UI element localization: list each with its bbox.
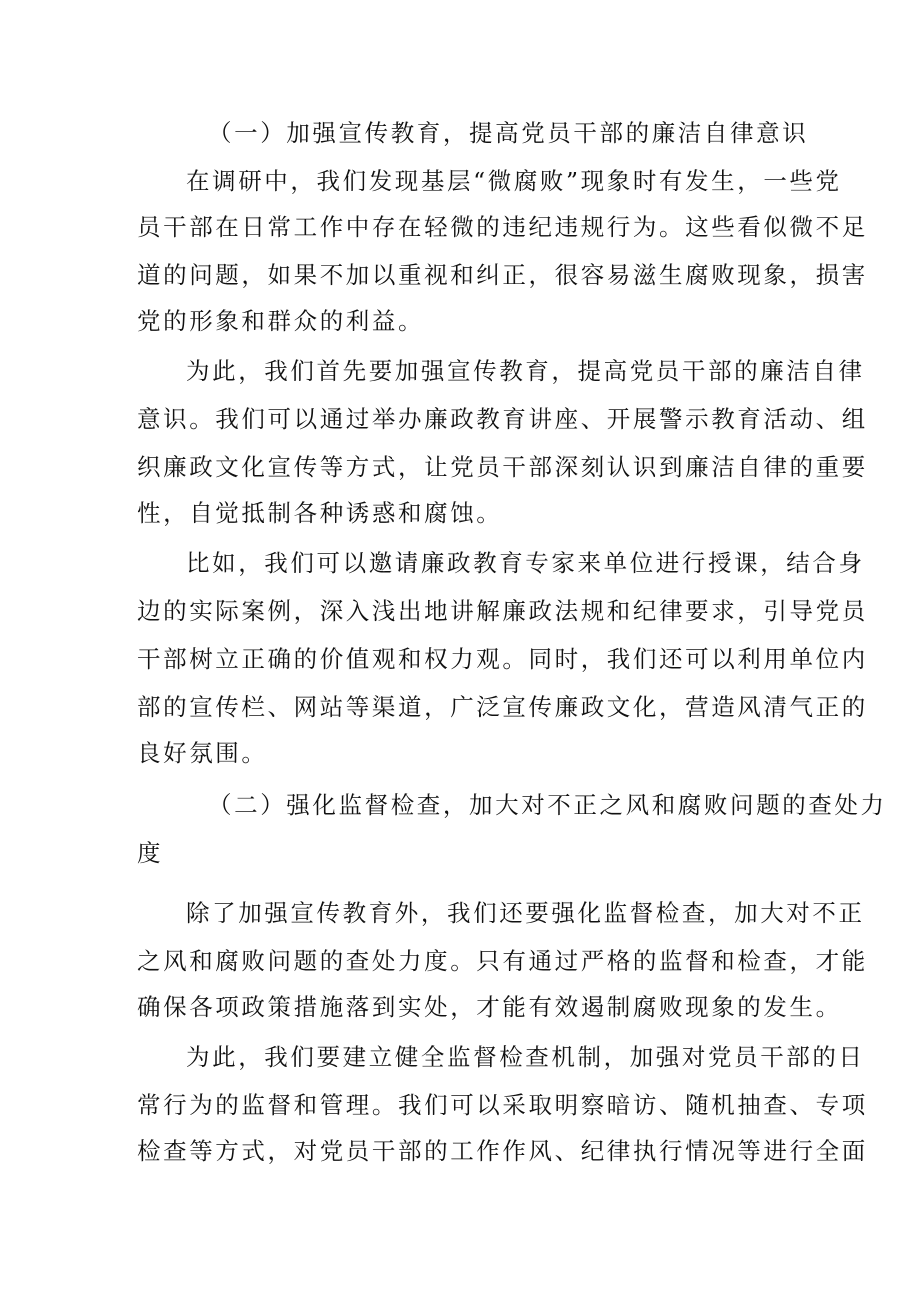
- paragraph-1-line-3: 道的问题，如果不加以重视和纠正，很容易滋生腐败现象，损害: [137, 261, 868, 289]
- paragraph-2-line-3: 织廉政文化宣传等方式，让党员干部深刻认识到廉洁自律的重要: [137, 453, 868, 481]
- paragraph-4-line-3: 确保各项政策措施落到实处，才能有效遏制腐败现象的发生。: [137, 993, 842, 1021]
- section-heading-2-line-1: （二）强化监督检查，加大对不正之风和腐败问题的查处力: [208, 791, 887, 819]
- paragraph-3-line-4: 部的宣传栏、网站等渠道，广泛宣传廉政文化，营造风清气正的: [137, 693, 868, 721]
- paragraph-2-line-1: 为此，我们首先要加强宣传教育，提高党员干部的廉洁自律: [186, 357, 865, 385]
- paragraph-2-line-4: 性，自觉抵制各种诱惑和腐蚀。: [137, 499, 503, 527]
- paragraph-5-line-2: 常行为的监督和管理。我们可以采取明察暗访、随机抽查、专项: [137, 1091, 868, 1119]
- paragraph-3-line-5: 良好氛围。: [137, 739, 268, 767]
- paragraph-3-line-2: 边的实际案例，深入浅出地讲解廉政法规和纪律要求，引导党员: [137, 597, 868, 625]
- paragraph-3-line-1: 比如，我们可以邀请廉政教育专家来单位进行授课，结合身: [186, 549, 865, 577]
- paragraph-1-line-2: 员干部在日常工作中存在轻微的违纪违规行为。这些看似微不足: [137, 213, 868, 241]
- section-heading-2-line-2: 度: [137, 839, 164, 867]
- paragraph-1-line-1: 在调研中，我们发现基层“微腐败”现象时有发生，一些党: [186, 167, 842, 195]
- paragraph-1-line-4: 党的形象和群众的利益。: [137, 307, 425, 335]
- paragraph-5-line-3: 检查等方式，对党员干部的工作作风、纪律执行情况等进行全面: [137, 1137, 868, 1165]
- paragraph-3-line-3: 干部树立正确的价值观和权力观。同时，我们还可以利用单位内: [137, 645, 868, 673]
- paragraph-5-line-1: 为此，我们要建立健全监督检查机制，加强对党员干部的日: [186, 1043, 865, 1071]
- paragraph-4-line-1: 除了加强宣传教育外，我们还要强化监督检查，加大对不正: [186, 899, 865, 927]
- section-heading-1: （一）加强宣传教育，提高党员干部的廉洁自律意识: [208, 119, 809, 147]
- paragraph-2-line-2: 意识。我们可以通过举办廉政教育讲座、开展警示教育活动、组: [137, 405, 868, 433]
- paragraph-4-line-2: 之风和腐败问题的查处力度。只有通过严格的监督和检查，才能: [137, 947, 868, 975]
